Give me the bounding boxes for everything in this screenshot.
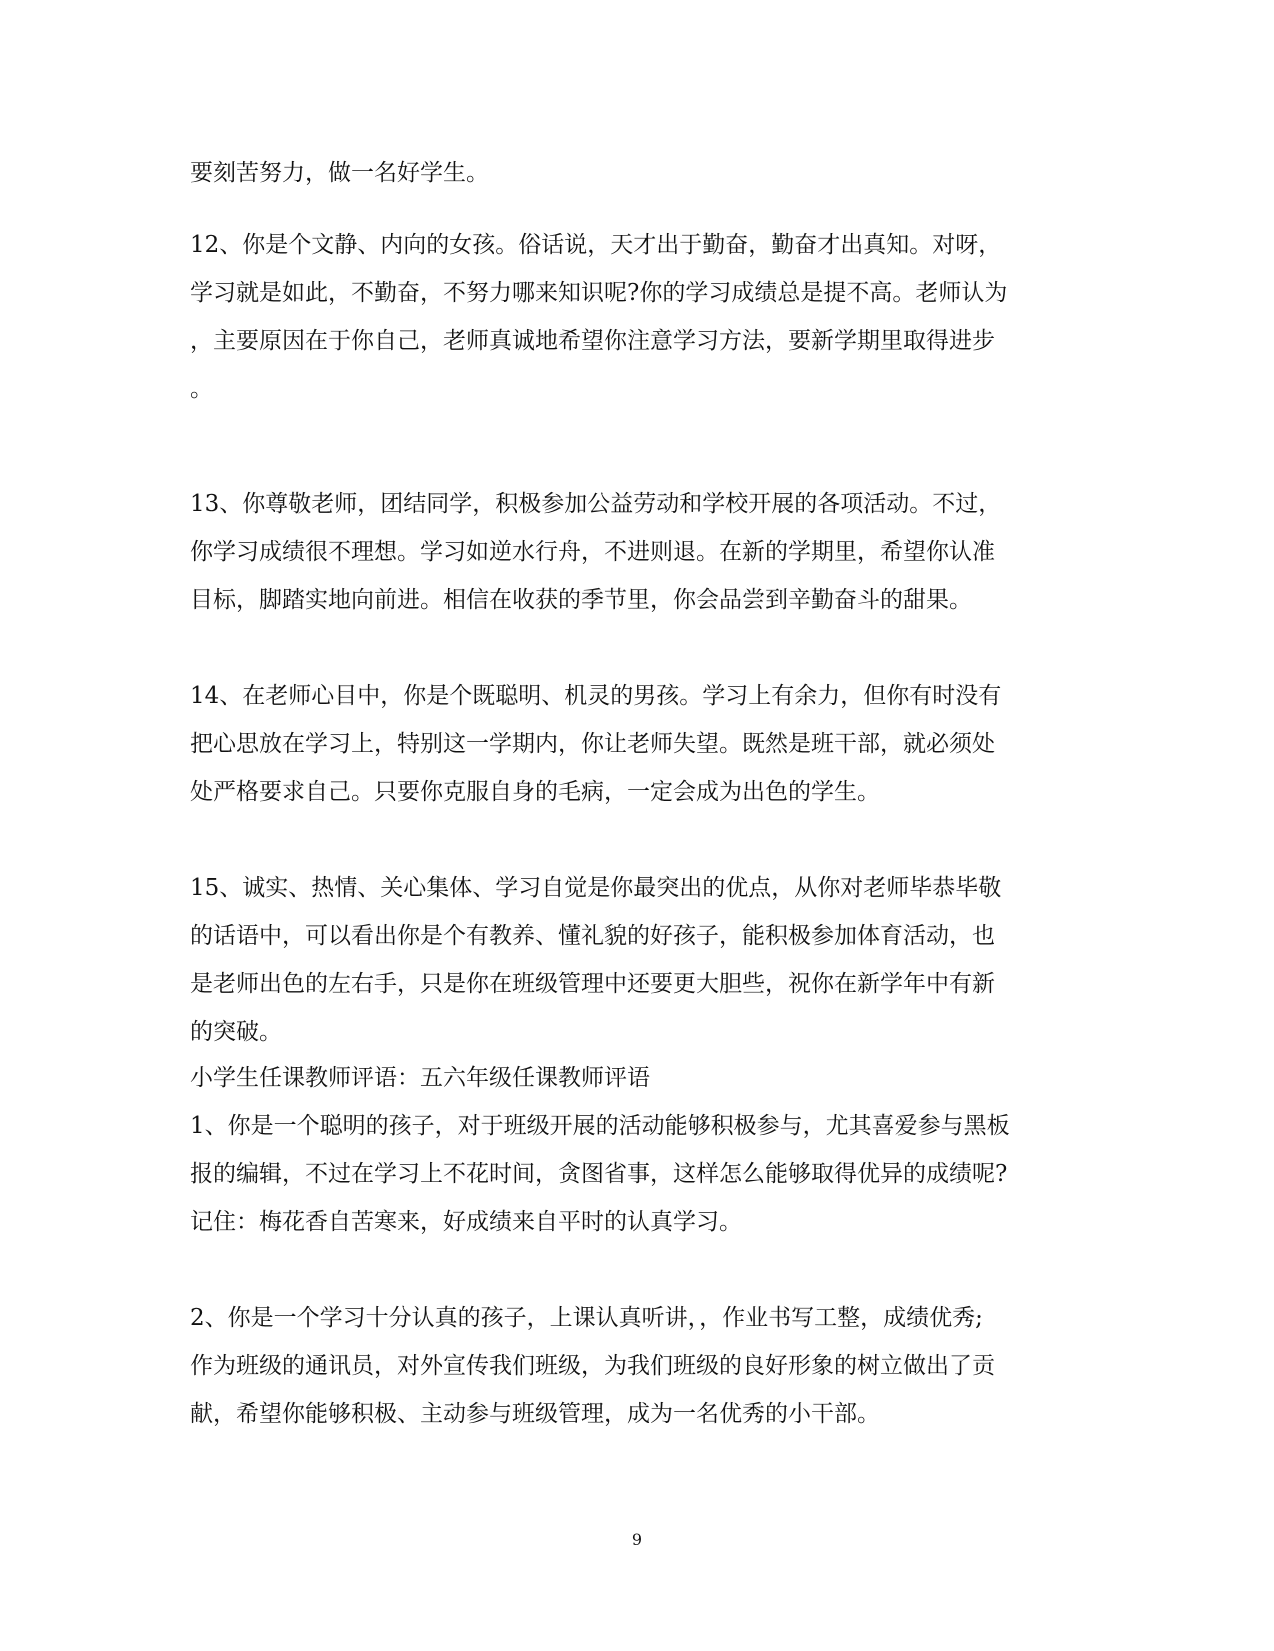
text-line: 14、在老师心目中，你是个既聪明、机灵的男孩。学习上有余力，但你有时没有 — [190, 683, 1002, 709]
text-line: 记住：梅花香自苦寒来，好成绩来自平时的认真学习。 — [190, 1209, 742, 1235]
text-line: 你学习成绩很不理想。学习如逆水行舟，不进则退。在新的学期里，希望你认准 — [190, 539, 995, 565]
section-heading: 小学生任课教师评语：五六年级任课教师评语 — [190, 1065, 650, 1091]
page-number: 9 — [631, 1530, 643, 1549]
text-line: 1、你是一个聪明的孩子，对于班级开展的活动能够积极参与，尤其喜爱参与黑板 — [190, 1113, 1010, 1139]
text-line: 报的编辑，不过在学习上不花时间，贪图省事，这样怎么能够取得优异的成绩呢? — [190, 1161, 1008, 1187]
text-line: 。 — [190, 376, 213, 402]
text-line: 是老师出色的左右手，只是你在班级管理中还要更大胆些，祝你在新学年中有新 — [190, 971, 995, 997]
text-line: ，主要原因在于你自己，老师真诚地希望你注意学习方法，要新学期里取得进步 — [190, 328, 995, 354]
text-line: 12、你是个文静、内向的女孩。俗话说，天才出于勤奋，勤奋才出真知。对呀， — [190, 232, 1002, 258]
text-line: 15、诚实、热情、关心集体、学习自觉是你最突出的优点，从你对老师毕恭毕敬 — [190, 875, 1002, 901]
text-line: 处严格要求自己。只要你克服自身的毛病，一定会成为出色的学生。 — [190, 779, 880, 805]
text-line: 要刻苦努力，做一名好学生。 — [190, 160, 489, 186]
text-line: 的突破。 — [190, 1019, 282, 1045]
text-line: 13、你尊敬老师，团结同学，积极参加公益劳动和学校开展的各项活动。不过， — [190, 491, 1002, 517]
text-line: 作为班级的通讯员，对外宣传我们班级，为我们班级的良好形象的树立做出了贡 — [190, 1353, 995, 1379]
text-line: 把心思放在学习上，特别这一学期内，你让老师失望。既然是班干部，就必须处 — [190, 731, 995, 757]
text-line: 2、你是一个学习十分认真的孩子，上课认真听讲，，作业书写工整，成绩优秀; — [190, 1305, 983, 1331]
text-line: 学习就是如此，不勤奋，不努力哪来知识呢?你的学习成绩总是提不高。老师认为 — [190, 280, 1008, 306]
text-line: 献，希望你能够积极、主动参与班级管理，成为一名优秀的小干部。 — [190, 1401, 880, 1427]
text-line: 目标，脚踏实地向前进。相信在收获的季节里，你会品尝到辛勤奋斗的甜果。 — [190, 587, 972, 613]
text-line: 的话语中，可以看出你是个有教养、懂礼貌的好孩子，能积极参加体育活动，也 — [190, 923, 995, 949]
